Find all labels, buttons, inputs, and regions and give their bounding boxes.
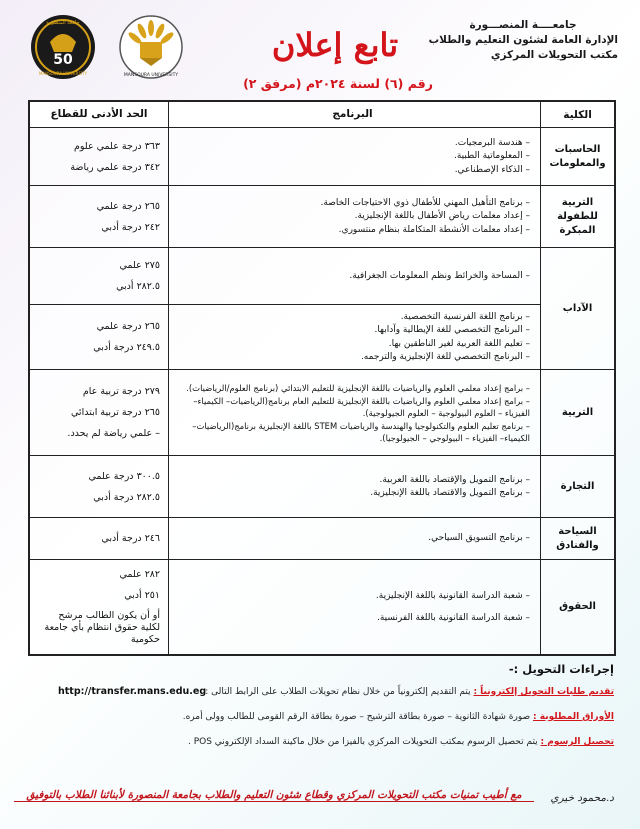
min-score: ٢٦٥ درجة علمي [96, 321, 160, 332]
footer-wishes: مع أطيب تمنيات مكتب التحويلات المركزي وقطاع شئون التعليم والطلاب بجامعة المنصورة لأبنائنا الطلاب بالتوفيق [14, 789, 534, 802]
university-name: جامعــــة المنصـــورة [469, 19, 577, 31]
min-score-note: أو أن يكون الطالب مرشح لكلية حقوق انتظام بأي جامعة حكومية [44, 610, 160, 645]
min-score: ٣٦٣ درجة علمي علوم [74, 140, 160, 152]
procedure-fees [188, 737, 614, 747]
min-score: ٢٨٢.٥ أدبي [116, 281, 160, 292]
table-row [30, 186, 614, 248]
svg-text:MANSOURA UNIVERSITY: MANSOURA UNIVERSITY [38, 71, 88, 76]
table-row [30, 456, 614, 518]
procedure-documents [183, 712, 614, 722]
svg-text:جامعة المنصورة: جامعة المنصورة [46, 20, 80, 26]
faculty-name: الحاسبات والمعلومات [540, 128, 614, 185]
min-score: ٢٧٥ علمي [119, 260, 160, 271]
program-item: – هندسة البرمجيات. [175, 137, 530, 150]
header-min-score: الحد الأدنى للقطاع [50, 108, 148, 120]
min-score: – علمي رياضة لم يحدد. [67, 428, 160, 439]
program-item: – برنامج التأهيل المهني للأطفال ذوي الاحتياجات الخاصة. [175, 197, 530, 210]
min-score: ٢٨٢.٥ درجة أدبي [93, 491, 160, 503]
directorate-name: الإدارة العامة لشئون التعليم والطلاب [428, 34, 618, 46]
table-row [30, 248, 614, 370]
program-item: – إعداد معلمات رياض الأطفال باللغة الإنجليزية. [175, 210, 530, 223]
page-title: تابع إعلان [271, 26, 399, 64]
faculty-name: الآداب [540, 248, 614, 369]
program-item: – برنامج اللغة الفرنسية التخصصية. [175, 311, 530, 324]
svg-text:50: 50 [53, 52, 73, 68]
program-item: – الذكاء الإصطناعي. [175, 164, 530, 177]
program-item: – برامج إعداد معلمي العلوم والرياضيات باللغة الإنجليزية للتعليم العام برنامج(الرياضيات– الكيمياء– الفيزياء – العلوم البيولوجية – العلوم الجيولوجية). [175, 395, 530, 419]
procedure-text: صورة شهادة الثانوية – صورة بطاقة الترشيح – صورة بطاقة الرقم القومى للطالب وولى أمره. [182, 712, 534, 722]
issuer-block [428, 18, 618, 63]
table-row [30, 370, 614, 456]
table-row [30, 128, 614, 186]
procedure-text: يتم التقديم إلكترونياً من خلال نظام تحويلات الطلاب على الرابط التالى : [205, 687, 474, 697]
min-score: ٢٤٢ درجة أدبي [101, 221, 160, 233]
table-row [30, 560, 614, 654]
min-score: ٢٥١ أدبي [124, 590, 160, 601]
signature: د.محمود خيري [550, 792, 614, 804]
procedure-text: يتم تحصيل الرسوم بمكتب التحويلات المركزي بالفيزا من خلال ماكينة السداد الإلكتروني POS . [187, 737, 541, 747]
procedures-title: إجراءات التحويل :- [508, 662, 614, 676]
procedure-online [205, 687, 614, 697]
faculty-name: التربية للطفولة المبكرة [540, 186, 614, 247]
transfer-link[interactable]: http://transfer.mans.edu.eg [58, 686, 207, 697]
faculty-name: التجارة [540, 456, 614, 517]
header-program: البرنامج [168, 102, 540, 127]
program-item: – برنامج تعليم العلوم والتكنولوجيا والهندسة والرياضيات STEM باللغة الإنجليزية برنامج(الرياضيات– الكيمياء– الفيزياء – البيولوجي – الجيولوجيا). [175, 420, 530, 444]
program-item: – إعداد معلمات الأنشطة المتكاملة بنظام منتسوري. [175, 224, 530, 237]
header-faculty: الكلية [540, 102, 614, 127]
min-score: ٢٦٥ درجة تربية ابتدائي [71, 407, 160, 418]
university-logo-icon [118, 12, 184, 82]
procedure-label: تقديم طلبات التحويل إلكترونياً : [473, 687, 614, 697]
table-row [30, 518, 614, 560]
min-score: ٣٤٢ درجة علمي رياضة [70, 161, 160, 173]
procedure-label: الأوراق المطلوبة : [533, 712, 614, 722]
program-item: – البرنامج التخصصي للغة الإيطالية وآدابها. [175, 324, 530, 337]
program-item: – شعبة الدراسة القانونية باللغة الإنجليزية. [175, 590, 530, 603]
program-item: – البرنامج التخصصي للغة الإنجليزية والترجمه. [175, 351, 530, 364]
page-subtitle: رقم (٦) لسنة ٢٠٢٤م (مرفق ٢) [243, 76, 433, 91]
faculty-name: الحقوق [540, 560, 614, 654]
program-item: – المساحة والخرائط ونظم المعلومات الجغرافية. [175, 270, 530, 283]
min-score: ٢٨٢ علمي [119, 569, 160, 580]
min-score: ٢٦٥ درجة علمي [96, 200, 160, 212]
faculty-name: التربية [540, 370, 614, 455]
program-item: – برنامج التسويق السياحي. [175, 532, 530, 545]
anniversary-logo-icon [30, 12, 96, 82]
table-header-row [30, 102, 614, 128]
min-score: ٢٤٩.٥ درجة أدبي [93, 342, 160, 353]
program-item: – برنامج التمويل والاقتصاد باللغة الإنجليزية. [175, 487, 530, 500]
program-item: – برنامج التمويل والإقتصاد باللغة العربية. [175, 474, 530, 487]
office-name: مكتب التحويلات المركزي [490, 49, 618, 61]
programs-table [28, 100, 616, 656]
faculty-name: السياحة والفنادق [540, 518, 614, 559]
program-item: – تعليم اللغة العربية لغير الناطقين بها. [175, 338, 530, 351]
program-item: – المعلوماتية الطبية. [175, 150, 530, 163]
min-score: ٢٧٩ درجة تربية عام [82, 386, 160, 397]
program-item: – شعبة الدراسة القانونية باللغة الفرنسية. [175, 612, 530, 625]
min-score: ٣٠٠.٥ درجة علمي [88, 470, 160, 482]
program-item: – برامج إعداد معلمي العلوم والرياضيات باللغة الإنجليزية للتعليم الابتدائي (برنامج العلوم/الرياضيات). [175, 382, 530, 394]
procedure-label: تحصيل الرسوم : [540, 737, 614, 747]
min-score: ٢٤٦ درجة أدبي [101, 533, 160, 544]
svg-text:MANSOURA UNIVERSITY: MANSOURA UNIVERSITY [123, 73, 179, 78]
